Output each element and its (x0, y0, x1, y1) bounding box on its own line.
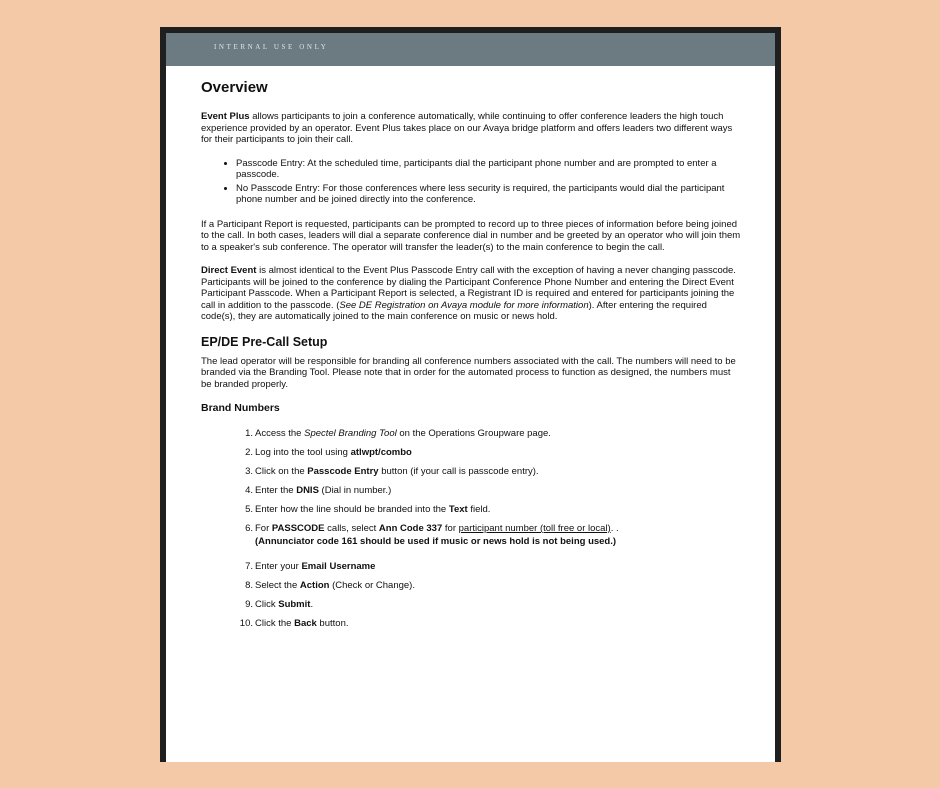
brand-steps-list (201, 427, 741, 636)
annunciator-note: (Annunciator code 161 should be used if music or news hold is not being used.) (255, 536, 617, 547)
list-item: 7. Enter your Email Username (245, 561, 376, 572)
list-item: • No Passcode Entry: For those conferences where less security is required, the participants would dial the participant phone number and be joined directly into the conference. (236, 183, 741, 206)
list-item: 10. Click the Back button. (239, 618, 349, 629)
document-content (201, 79, 741, 636)
header-banner (166, 33, 775, 66)
list-item: 4. Enter the DNIS (Dial in number.) (245, 485, 392, 496)
document-page (166, 33, 775, 762)
overview-heading: Overview (201, 79, 268, 96)
list-item: 1. Access the Spectel Branding Tool on the Operations Groupware page. (245, 428, 551, 439)
entry-options-list (201, 158, 741, 206)
overview-paragraph-2: If a Participant Report is requested, participants can be prompted to record up to three pieces of information before being joined to the call. In both cases, leaders will dial a separate conference dial in number and be greeted by an operator who will join them to a speaker's sub conference. The operator will transfer the leader(s) to the main conference to begin the call. (201, 218, 741, 253)
list-item: 3. Click on the Passcode Entry button (if your call is passcode entry). (245, 466, 539, 477)
list-item: 6. For PASSCODE calls, select Ann Code 337 for participant number (toll free or local). . (Annunciator code 161 should be used if music or news hold is not being used.) (245, 523, 619, 547)
list-item: 2. Log into the tool using atlwpt/combo (245, 447, 412, 458)
list-item: 9. Click Submit. (245, 599, 314, 610)
brand-numbers-heading: Brand Numbers (201, 402, 280, 414)
list-item: 5. Enter how the line should be branded into the Text field. (245, 504, 491, 515)
overview-paragraph-3: Direct Event is almost identical to the Event Plus Passcode Entry call with the exception of having a never changing passcode. Participants will be joined to the conference by dialing the Participant Conference Phone Number and entering the Direct Event Participant Passcode. When a Participant Report is selected, a Registrant ID is required and entered for participants joining the call in addition to the passcode. (See DE Registration on Avaya module for more information). After entering the required code(s), they are automatically joined to the main conference on music or news hold. (201, 265, 736, 322)
overview-paragraph-1: Event Plus allows participants to join a conference automatically, while continuing to offer conference leaders the high touch experience provided by an operator. Event Plus takes place on our Avaya bridge platform and offers leaders two different ways for their participants to join their call. (201, 111, 733, 145)
setup-heading: EP/DE Pre-Call Setup (201, 334, 328, 349)
list-item: • Passcode Entry: At the scheduled time, participants dial the participant phone number and are prompted to enter a passcode. (236, 158, 741, 181)
banner-label: INTERNAL USE ONLY (214, 43, 329, 51)
list-item: 8. Select the Action (Check or Change). (245, 580, 415, 591)
setup-paragraph: The lead operator will be responsible for branding all conference numbers associated with the call. The numbers will need to be branded via the Branding Tool. Please note that in order for the automated process to function as designed, the numbers must be branded properly. (201, 355, 736, 390)
